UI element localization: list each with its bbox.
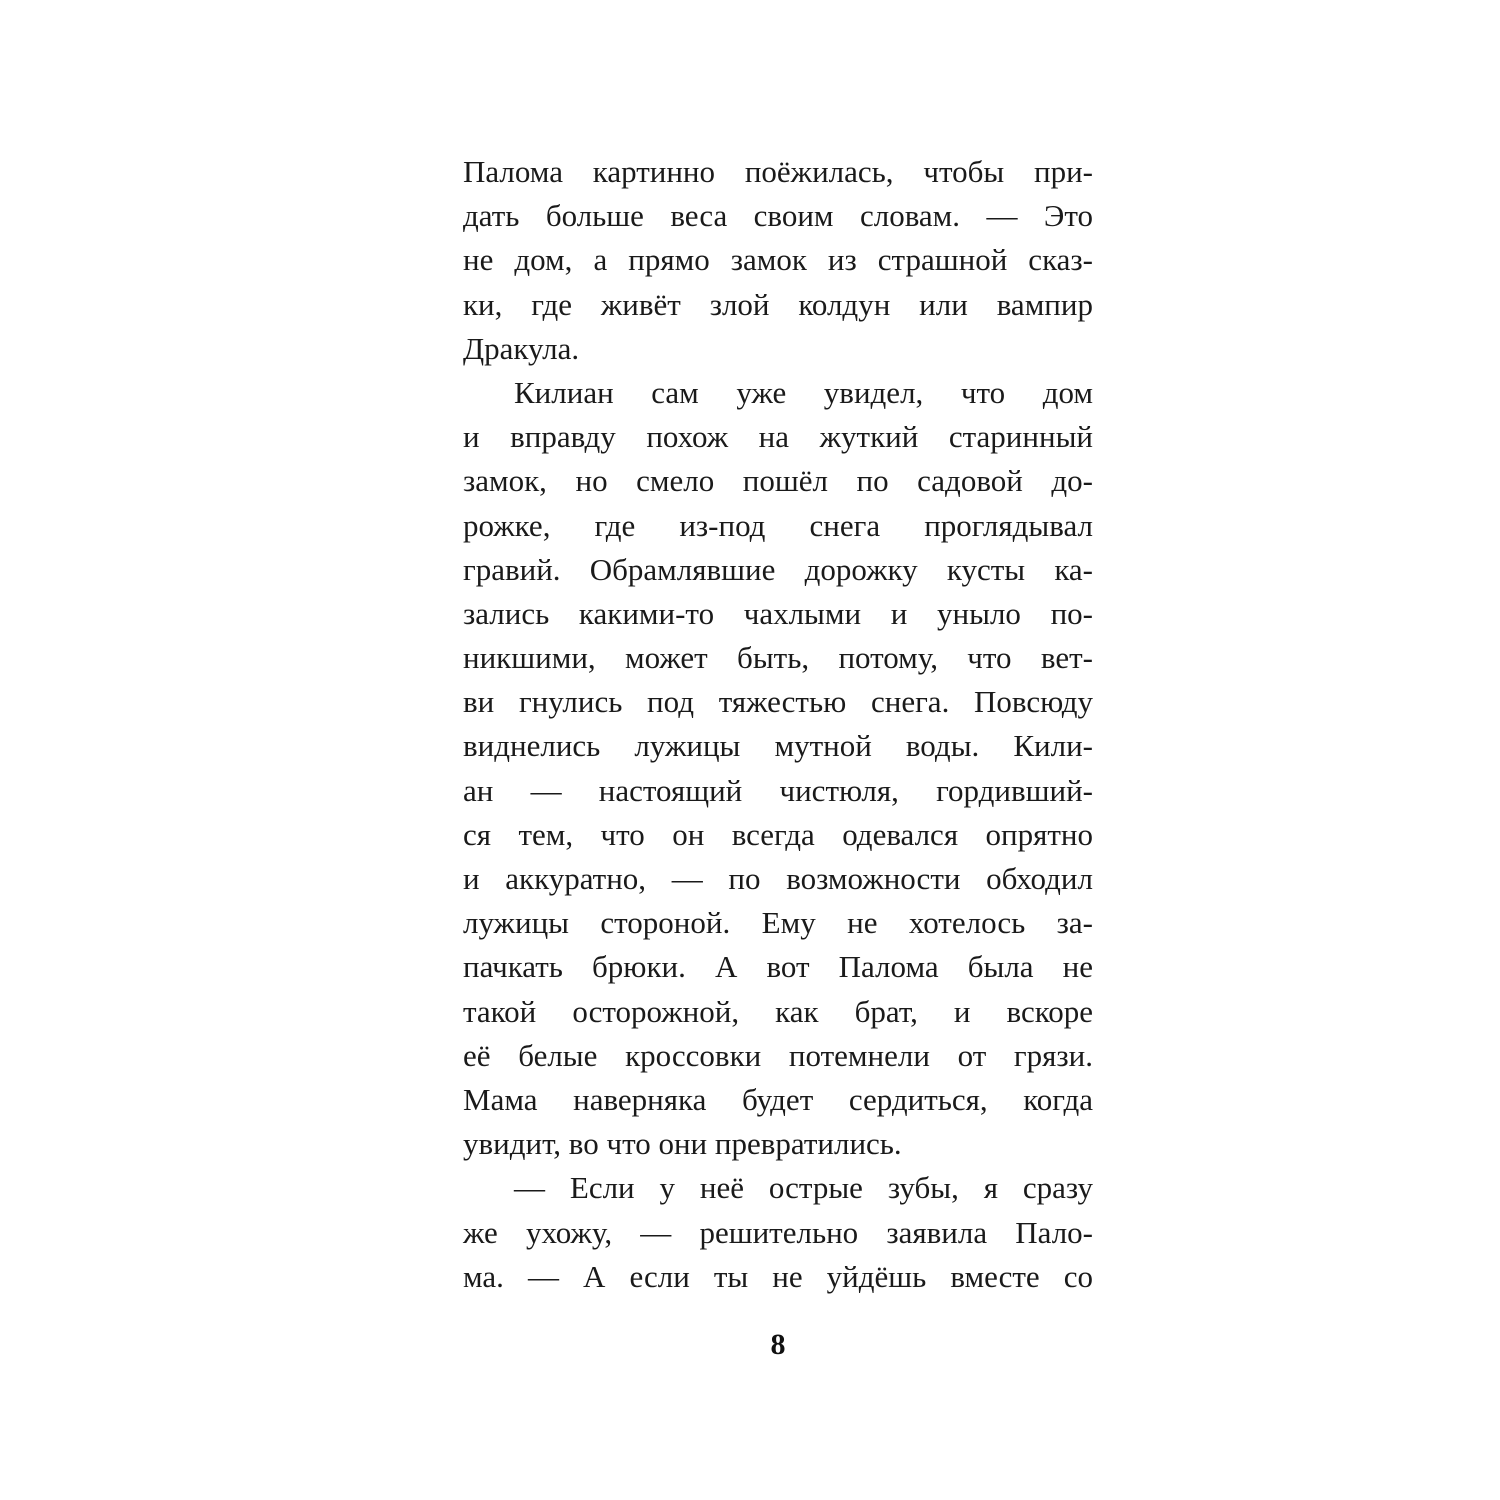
paragraph [463, 150, 1093, 371]
text-line: ви гнулись под тяжестью снега. Повсюду [463, 684, 1093, 720]
text-line: никшими, может быть, потому, что вет- [463, 640, 1093, 676]
text-line: ма. — А если ты не уйдёшь вместе со [463, 1258, 1093, 1294]
text-line: и аккуратно, — по возможности обходил [463, 861, 1093, 896]
text-line: дать больше веса своим словам. — Это [463, 198, 1093, 234]
text-line: же ухожу, — решительно заявила Пало- [463, 1214, 1093, 1250]
text-line: Дракула. [463, 330, 580, 366]
text-line: Килиан сам уже увидел, что дом [514, 374, 1093, 410]
text-line: гравий. Обрамлявшие дорожку кусты ка- [463, 551, 1093, 587]
text-line: виднелись лужицы мутной воды. Кили- [463, 728, 1093, 764]
text-line: пачкать брюки. А вот Палома была не [463, 949, 1093, 985]
text-line: увидит, во что они превратились. [463, 1126, 902, 1162]
text-line: Мама наверняка будет сердиться, когда [463, 1081, 1093, 1117]
text-line: и вправду похож на жуткий старинный [463, 419, 1093, 455]
text-line: замок, но смело пошёл по садовой до- [463, 463, 1093, 499]
text-line: Палома картинно поёжилась, чтобы при- [463, 154, 1093, 189]
text-line: ся тем, что он всегда одевался опрятно [463, 816, 1093, 852]
text-line: не дом, а прямо замок из страшной сказ- [463, 242, 1093, 278]
text-line: рожке, где из-под снега проглядывал [463, 507, 1093, 543]
body-text [463, 150, 1093, 1299]
page-number: 8 [770, 1328, 786, 1361]
text-line: — Если у неё острые зубы, я сразу [514, 1170, 1093, 1206]
text-line: ан — настоящий чистюля, гордивший- [463, 772, 1093, 808]
text-line: ки, где живёт злой колдун или вампир [463, 286, 1093, 322]
text-line: такой осторожной, как брат, и вскоре [463, 993, 1093, 1029]
text-line: её белые кроссовки потемнели от грязи. [463, 1037, 1093, 1073]
text-line: зались какими-то чахлыми и уныло по- [463, 595, 1093, 631]
text-line: лужицы стороной. Ему не хотелось за- [463, 905, 1093, 941]
paragraph [463, 371, 1093, 1166]
paragraph [463, 1166, 1093, 1299]
